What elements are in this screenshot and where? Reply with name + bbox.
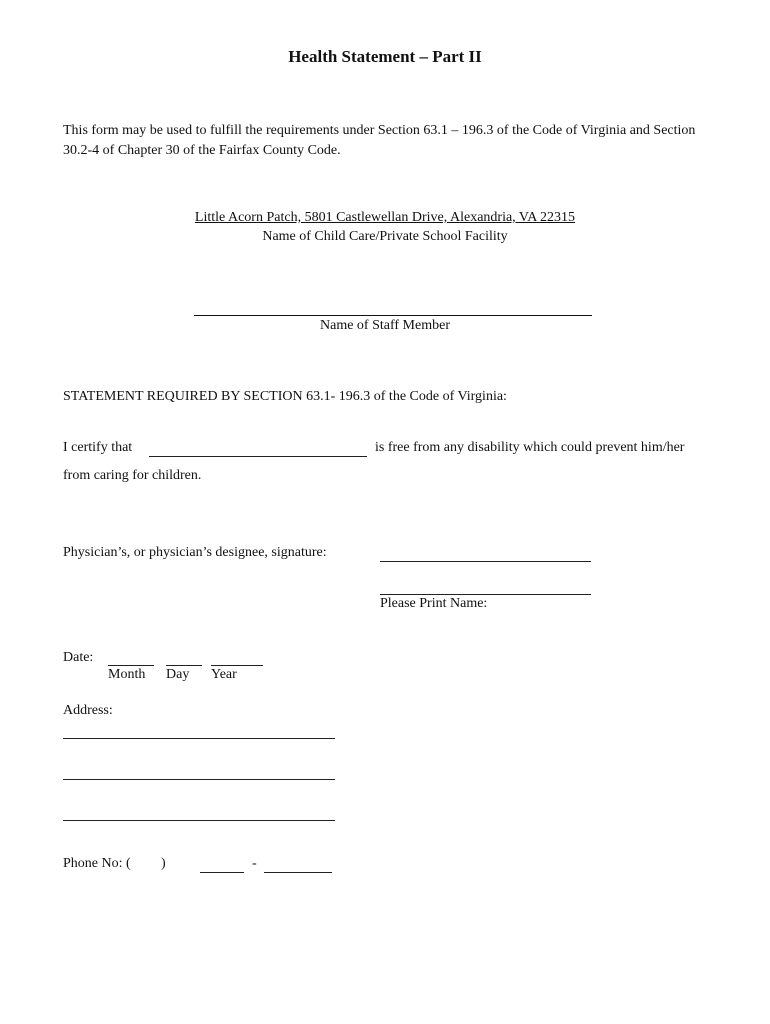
print-name-blank[interactable] <box>380 594 591 595</box>
address-label: Address: <box>63 703 113 718</box>
address-line-1[interactable] <box>63 738 335 739</box>
phone-dash: - <box>252 856 257 871</box>
date-label: Date: <box>63 650 94 665</box>
print-name-label: Please Print Name: <box>380 596 488 611</box>
page-title: Health Statement – Part II <box>288 47 482 66</box>
date-year-blank[interactable] <box>211 665 263 666</box>
date-year-label: Year <box>211 667 237 682</box>
address-line-2[interactable] <box>63 779 335 780</box>
intro-paragraph: This form may be used to fulfill the requirements under Section 63.1 – 196.3 of the Code of Virginia and Section 30.2-4 of Chapter 30 of the Fairfax County Code. <box>63 123 696 158</box>
signature-blank[interactable] <box>380 561 591 562</box>
certify-suffix: is free from any disability which could prevent him/her <box>375 440 685 455</box>
certify-name-blank[interactable] <box>149 456 367 457</box>
phone-prefix-blank[interactable] <box>200 872 244 873</box>
date-month-blank[interactable] <box>108 665 154 666</box>
statement-heading: STATEMENT REQUIRED BY SECTION 63.1- 196.3 of the Code of Virginia: <box>63 389 507 404</box>
phone-label: Phone No: ( <box>63 856 131 871</box>
address-line-3[interactable] <box>63 820 335 821</box>
signature-label: Physician’s, or physician’s designee, signature: <box>63 545 327 560</box>
date-day-label: Day <box>166 667 190 682</box>
phone-close-paren: ) <box>161 856 166 871</box>
staff-name-label: Name of Staff Member <box>320 318 450 333</box>
staff-name-line[interactable] <box>194 315 592 316</box>
facility-name-value: Little Acorn Patch, 5801 Castlewellan Drive, Alexandria, VA 22315 <box>194 210 576 225</box>
phone-line-blank[interactable] <box>264 872 332 873</box>
date-day-blank[interactable] <box>166 665 202 666</box>
facility-name-label: Name of Child Care/Private School Facility <box>262 229 508 244</box>
certify-line-two: from caring for children. <box>63 468 202 483</box>
date-month-label: Month <box>108 667 146 682</box>
certify-prefix: I certify that <box>63 440 133 455</box>
